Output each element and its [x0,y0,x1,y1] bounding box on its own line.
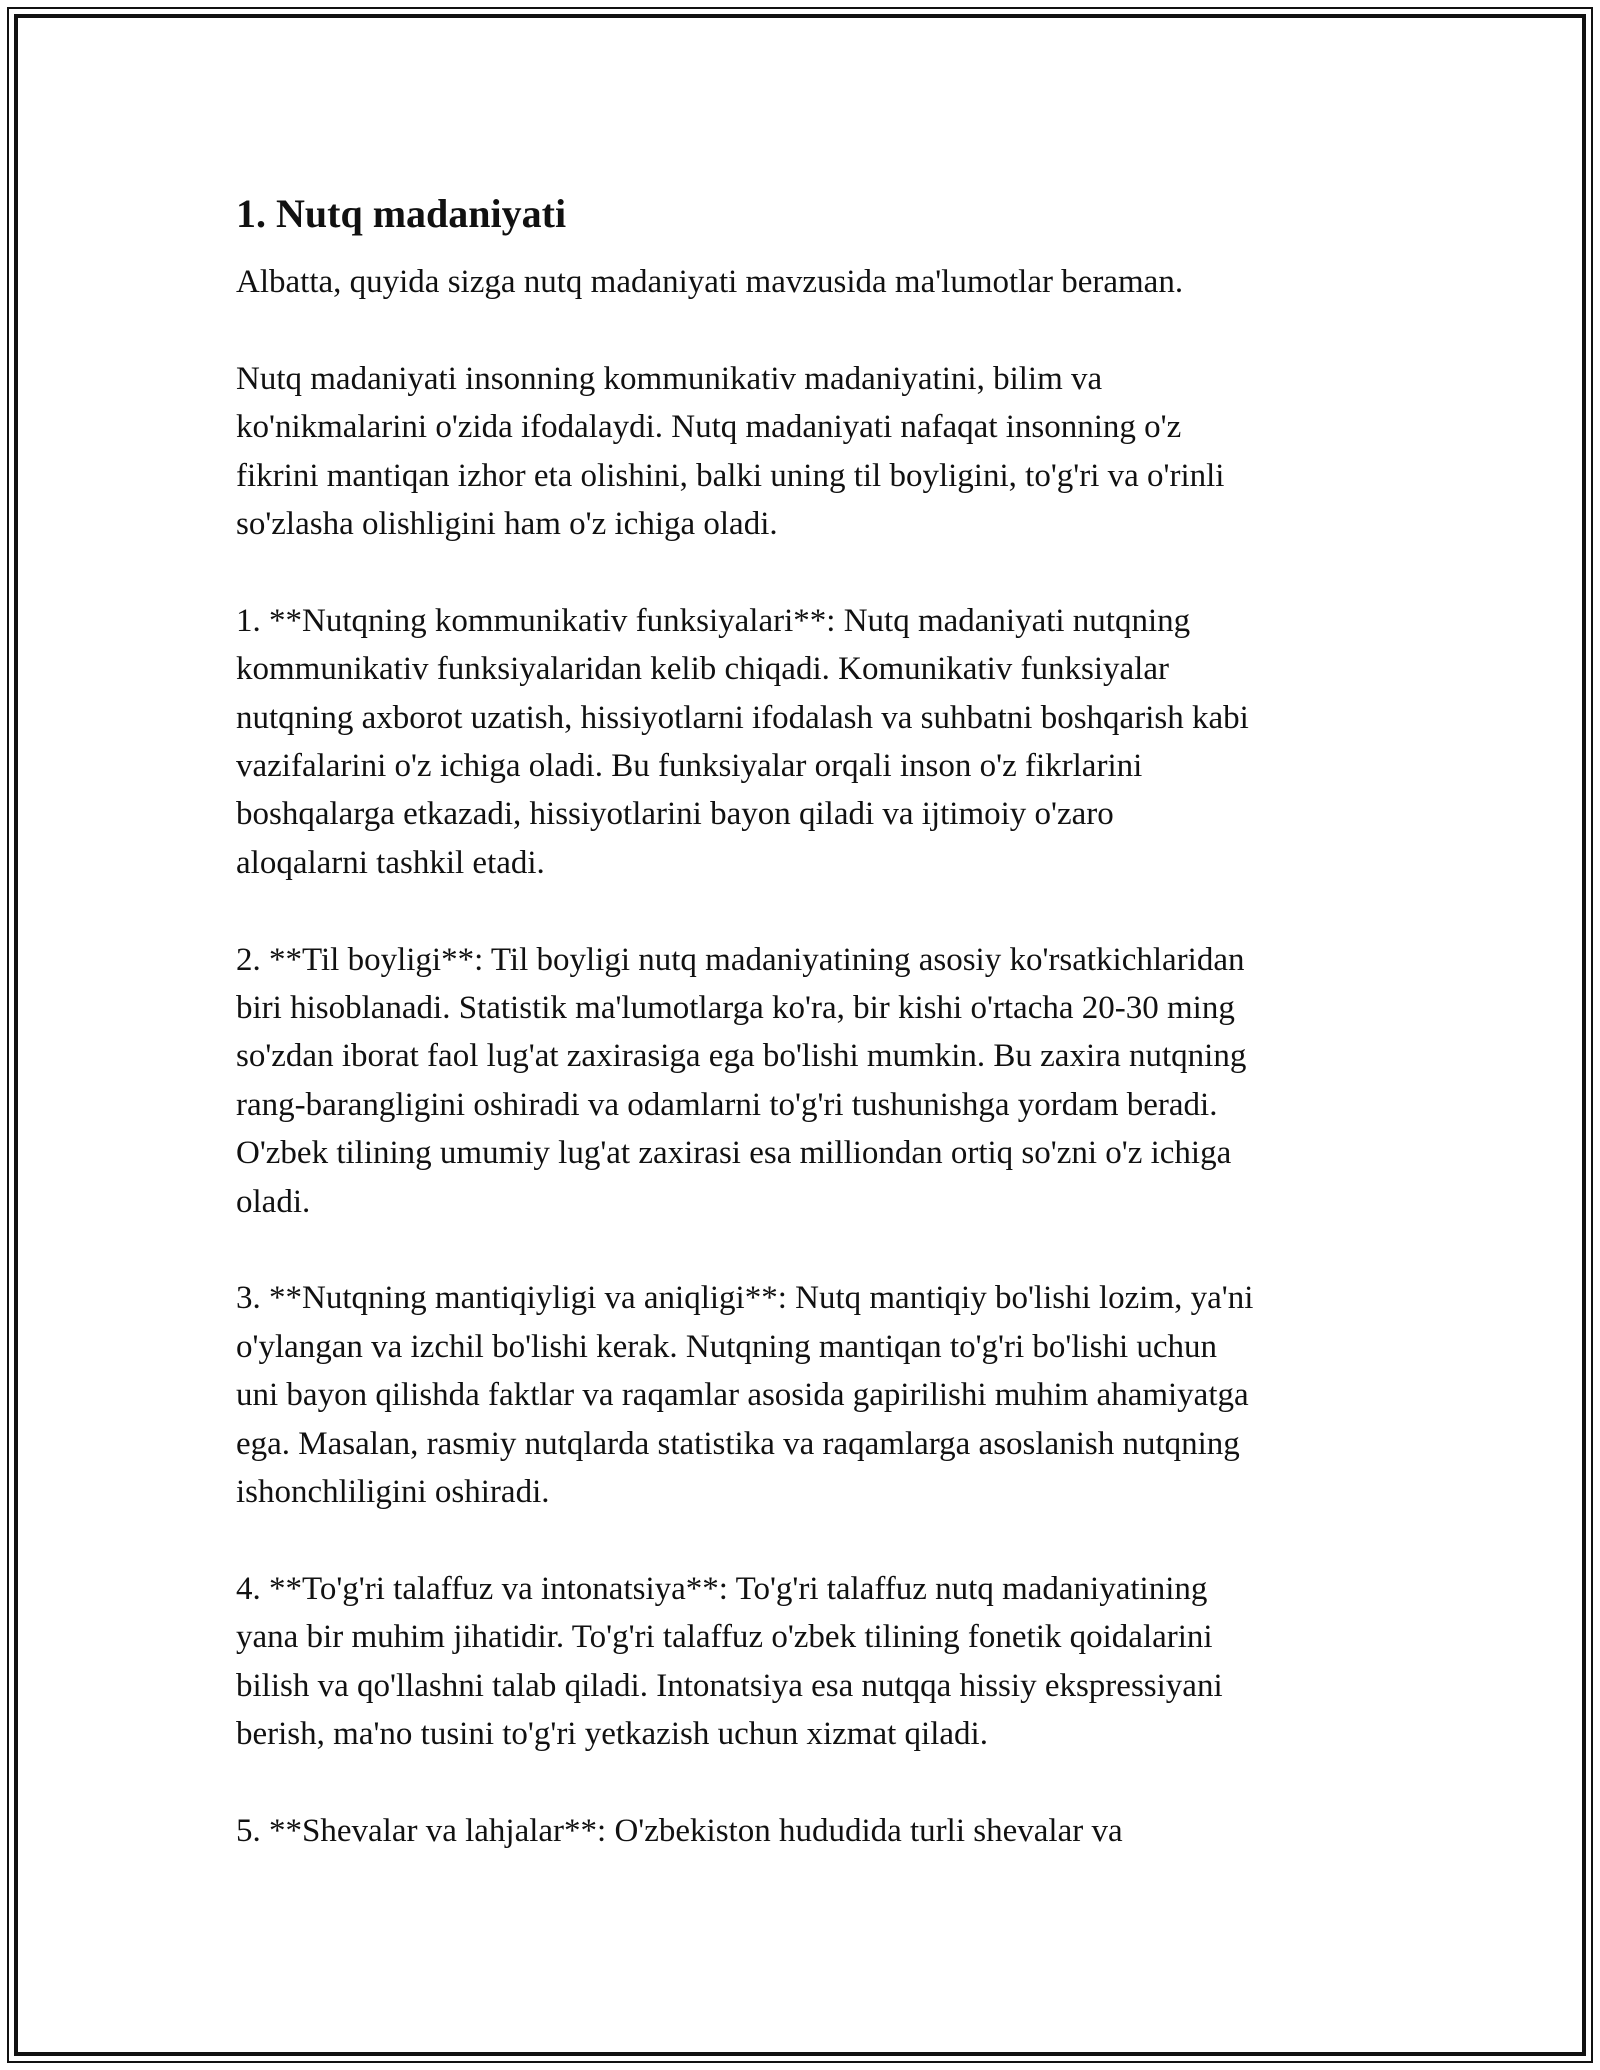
paragraph-item-5: 5. **Shevalar va lahjalar**: O'zbekiston hududida turli shevalar va [236,1812,1123,1849]
section-heading: 1. Nutq madaniyati [236,191,567,236]
paragraph-item-4: 4. **To'g'ri talaffuz va intonatsiya**: To'g'ri talaffuz nutq madaniyatining yana bir muhim jihatidir. To'g'ri talaffuz o'zbek tilining fonetik qoidalarini bilish va qo'llashni talab qiladi. Intonatsiya esa nutqqa hissiy ekspressiyani berish, ma'no tusini to'g'ri yetkazish uchun xizmat qiladi. [236,1570,1223,1753]
intro-paragraph: Albatta, quyida sizga nutq madaniyati mavzusida ma'lumotlar beraman. [236,264,1184,300]
document-body [236,186,1376,1855]
paragraph-item-1: 1. **Nutqning kommunikativ funksiyalari**: Nutq madaniyati nutqning kommunikativ funksiyalaridan kelib chiqadi. Komunikativ funksiyalar nutqning axborot uzatish, hissiyotlarni ifodalash va suhbatni boshqarish kabi vazifalarini o'z ichiga oladi. Bu funksiyalar orqali inson o'z fikrlarini boshqalarga etkazadi, hissiyotlarini bayon qiladi va ijtimoiy o'zaro aloqalarni tashkil etadi. [236,602,1249,881]
paragraph-item-2: 2. **Til boyligi**: Til boyligi nutq madaniyatining asosiy ko'rsatkichlaridan biri hisoblanadi. Statistik ma'lumotlarga ko'ra, bir kishi o'rtacha 20-30 ming so'zdan iborat faol lug'at zaxirasiga ega bo'lishi mumkin. Bu zaxira nutqning rang-barangligini oshiradi va odamlarni to'g'ri tushunishga yordam beradi. O'zbek tilining umumiy lug'at zaxirasi esa milliondan ortiq so'zni o'z ichiga oladi. [236,941,1247,1220]
paragraph-item-3: 3. **Nutqning mantiqiyligi va aniqligi**: Nutq mantiqiy bo'lishi lozim, ya'ni o'ylangan va izchil bo'lishi kerak. Nutqning mantiqan to'g'ri bo'lishi uchun uni bayon qilishda faktlar va raqamlar asosida gapirilishi muhim ahamiyatga ega. Masalan, rasmiy nutqlarda statistika va raqamlarga asoslanish nutqning ishonchliligini oshiradi. [236,1280,1254,1511]
paragraph-overview: Nutq madaniyati insonning kommunikativ madaniyatini, bilim va ko'nikmalarini o'zida ifodalaydi. Nutq madaniyati nafaqat insonning o'z fikrini mantiqan izhor eta olishini, balki uning til boyligini, to'g'ri va o'rinli so'zlasha olishligini ham o'z ichiga oladi. [236,360,1225,543]
